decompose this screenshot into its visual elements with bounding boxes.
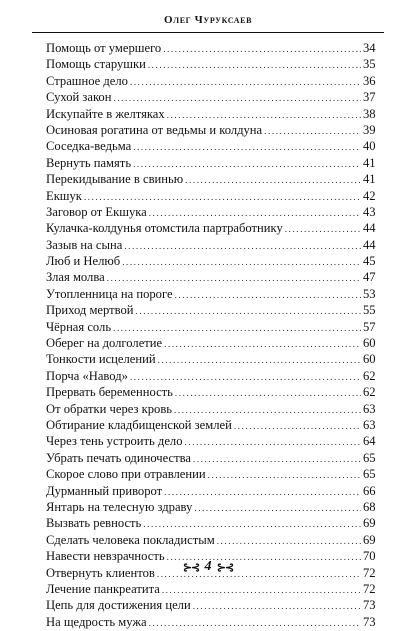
toc-entry-page: 69: [363, 516, 376, 531]
toc-entry[interactable]: [46, 384, 375, 400]
toc-entry[interactable]: [46, 138, 375, 154]
toc-dot-leader: [149, 205, 361, 221]
toc-entry-title: Осиновая рогатина от ведьмы и колдуна: [46, 122, 263, 137]
toc-entry[interactable]: [46, 286, 375, 302]
toc-dot-leader: [122, 254, 361, 270]
toc-entry-title: Соседка-ведьма: [46, 139, 132, 154]
toc-dot-leader: [136, 303, 361, 319]
toc-entry[interactable]: [46, 532, 375, 548]
toc-entry-page: 41: [363, 172, 376, 187]
toc-entry[interactable]: [46, 319, 375, 335]
toc-entry[interactable]: [46, 73, 375, 89]
toc-entry[interactable]: [46, 89, 375, 105]
toc-entry-title: Оберег на долголетие: [46, 336, 163, 351]
table-of-contents: [46, 40, 375, 630]
toc-entry[interactable]: [46, 466, 375, 482]
toc-entry-page: 35: [363, 57, 376, 72]
toc-entry-title: Перекидывание в свинью: [46, 172, 184, 187]
toc-entry-title: Прервать беременность: [46, 385, 173, 400]
toc-entry-page: 55: [363, 303, 376, 318]
toc-entry[interactable]: [46, 433, 375, 449]
toc-entry[interactable]: [46, 106, 375, 122]
toc-entry[interactable]: [46, 368, 375, 384]
toc-entry-title: Зазыв на сына: [46, 237, 123, 252]
running-header-author: Олег Чуруксаев: [163, 14, 253, 26]
toc-entry-page: 68: [363, 499, 376, 514]
toc-dot-leader: [208, 467, 361, 483]
toc-dot-leader: [194, 500, 361, 516]
toc-entry-page: 60: [363, 352, 376, 367]
toc-dot-leader: [164, 336, 361, 352]
toc-dot-leader: [264, 123, 361, 139]
toc-entry-title: Скорое слово при отравлении: [46, 467, 206, 482]
toc-entry[interactable]: [46, 40, 375, 56]
toc-dot-leader: [113, 320, 361, 336]
toc-entry-page: 72: [363, 565, 376, 580]
toc-entry-title: Сделать человека покладистым: [46, 532, 215, 547]
toc-entry-page: 57: [363, 319, 376, 334]
toc-entry[interactable]: [46, 450, 375, 466]
toc-entry[interactable]: [46, 171, 375, 187]
toc-entry-title: Отвернуть клиентов: [46, 565, 155, 580]
toc-entry-page: 60: [363, 336, 376, 351]
toc-entry[interactable]: [46, 56, 375, 72]
toc-entry-title: На щедрость мужа: [46, 614, 147, 629]
right-ornament-icon: ⊱⊰: [216, 561, 234, 574]
toc-entry[interactable]: [46, 597, 375, 613]
toc-entry-title: Тонкости исцелений: [46, 352, 156, 367]
toc-entry-page: 41: [363, 155, 376, 170]
toc-entry-title: Порча «Навод»: [46, 368, 128, 383]
toc-entry-page: 73: [363, 598, 376, 613]
toc-entry-page: 44: [363, 237, 376, 252]
toc-entry[interactable]: [46, 188, 375, 204]
toc-entry[interactable]: [46, 483, 375, 499]
toc-dot-leader: [234, 418, 361, 434]
toc-entry-title: Убрать печать одиночества: [46, 450, 191, 465]
toc-dot-leader: [175, 385, 361, 401]
page-footer: [0, 558, 416, 575]
toc-entry[interactable]: [46, 581, 375, 597]
toc-entry-page: 39: [363, 122, 376, 137]
toc-entry[interactable]: [46, 220, 375, 236]
toc-dot-leader: [185, 434, 361, 450]
toc-entry[interactable]: [46, 204, 375, 220]
toc-entry[interactable]: [46, 122, 375, 138]
toc-dot-leader: [164, 484, 361, 500]
toc-entry-title: Приход мертвой: [46, 303, 134, 318]
toc-dot-leader: [167, 107, 361, 123]
toc-dot-leader: [163, 41, 361, 57]
toc-entry-title: Янтарь на телесную здраву: [46, 499, 193, 514]
toc-dot-leader: [107, 270, 361, 286]
toc-entry-title: Вернуть память: [46, 155, 132, 170]
toc-dot-leader: [113, 90, 361, 106]
toc-entry-page: 72: [363, 581, 376, 596]
toc-entry[interactable]: [46, 237, 375, 253]
toc-entry-page: 37: [363, 90, 376, 105]
toc-entry-page: 38: [363, 106, 376, 121]
toc-entry-title: Люб и Нелюб: [46, 254, 121, 269]
toc-entry-title: Страшное дело: [46, 73, 128, 88]
toc-entry-page: 42: [363, 188, 376, 203]
toc-entry-title: Сухой закон: [46, 90, 112, 105]
toc-entry[interactable]: [46, 269, 375, 285]
toc-dot-leader: [133, 139, 361, 155]
toc-entry[interactable]: [46, 515, 375, 531]
toc-entry-title: Помощь от умершего: [46, 41, 162, 55]
toc-entry-title: Екшук: [46, 188, 82, 203]
toc-entry-page: 63: [363, 417, 376, 432]
toc-entry-page: 43: [363, 204, 376, 219]
toc-dot-leader: [193, 451, 361, 467]
toc-dot-leader: [217, 533, 361, 549]
toc-dot-leader: [143, 516, 361, 532]
toc-entry[interactable]: [46, 351, 375, 367]
toc-entry-title: Искупайте в желтяках: [46, 106, 165, 121]
toc-dot-leader: [130, 74, 361, 90]
toc-entry-page: 65: [363, 450, 376, 465]
left-ornament-icon: ⊱⊰: [182, 561, 200, 574]
toc-entry[interactable]: [46, 614, 375, 630]
toc-entry-page: 65: [363, 467, 376, 482]
toc-entry-page: 62: [363, 385, 376, 400]
toc-entry-title: Помощь старушки: [46, 57, 146, 72]
toc-entry[interactable]: [46, 253, 375, 269]
toc-entry-page: 47: [363, 270, 376, 285]
toc-dot-leader: [148, 57, 361, 73]
toc-entry-page: 70: [363, 549, 376, 564]
toc-dot-leader: [133, 156, 361, 172]
header-rule: [32, 32, 384, 33]
toc-dot-leader: [193, 598, 361, 614]
toc-entry-title: Утопленница на пороге: [46, 286, 173, 301]
toc-entry-title: Вызвать ревность: [46, 516, 142, 531]
toc-entry-page: 69: [363, 532, 376, 547]
toc-entry-page: 34: [363, 41, 376, 55]
toc-entry[interactable]: [46, 335, 375, 351]
toc-entry-page: 45: [363, 254, 376, 269]
toc-entry[interactable]: [46, 499, 375, 515]
toc-entry-title: От обратки через кровь: [46, 401, 173, 416]
toc-dot-leader: [158, 352, 361, 368]
toc-dot-leader: [124, 238, 361, 254]
toc-dot-leader: [162, 582, 361, 598]
page-number: 4: [204, 559, 212, 575]
toc-dot-leader: [175, 287, 361, 303]
toc-entry-page: 66: [363, 483, 376, 498]
toc-dot-leader: [285, 221, 361, 237]
toc-entry-page: 40: [363, 139, 376, 154]
toc-entry-title: Лечение панкреатита: [46, 581, 160, 596]
toc-dot-leader: [174, 402, 361, 418]
toc-entry-page: 73: [363, 614, 376, 629]
toc-entry-title: Кулачка-колдунья отомстила партработнику: [46, 221, 283, 236]
toc-entry-page: 36: [363, 73, 376, 88]
toc-entry-title: Цепь для достижения цели: [46, 598, 191, 613]
toc-entry-page: 64: [363, 434, 376, 449]
toc-entry-title: Злая молва: [46, 270, 105, 285]
toc-entry[interactable]: [46, 302, 375, 318]
toc-entry[interactable]: [46, 417, 375, 433]
toc-dot-leader: [84, 189, 361, 205]
toc-dot-leader: [185, 172, 361, 188]
toc-entry-title: Обтирание кладбищенской землей: [46, 417, 232, 432]
toc-dot-leader: [130, 369, 361, 385]
toc-entry-title: Заговор от Екшука: [46, 204, 147, 219]
toc-dot-leader: [149, 615, 361, 631]
toc-entry-title: Через тень устроить дело: [46, 434, 183, 449]
toc-entry-page: 53: [363, 286, 376, 301]
toc-entry[interactable]: [46, 401, 375, 417]
toc-entry-page: 62: [363, 368, 376, 383]
toc-entry[interactable]: [46, 155, 375, 171]
toc-entry-page: 44: [363, 221, 376, 236]
toc-entry-title: Чёрная соль: [46, 319, 112, 334]
toc-entry-title: Дурманный приворот: [46, 483, 163, 498]
toc-entry-page: 63: [363, 401, 376, 416]
toc-entry-title: Навести невзрачность: [46, 549, 165, 564]
